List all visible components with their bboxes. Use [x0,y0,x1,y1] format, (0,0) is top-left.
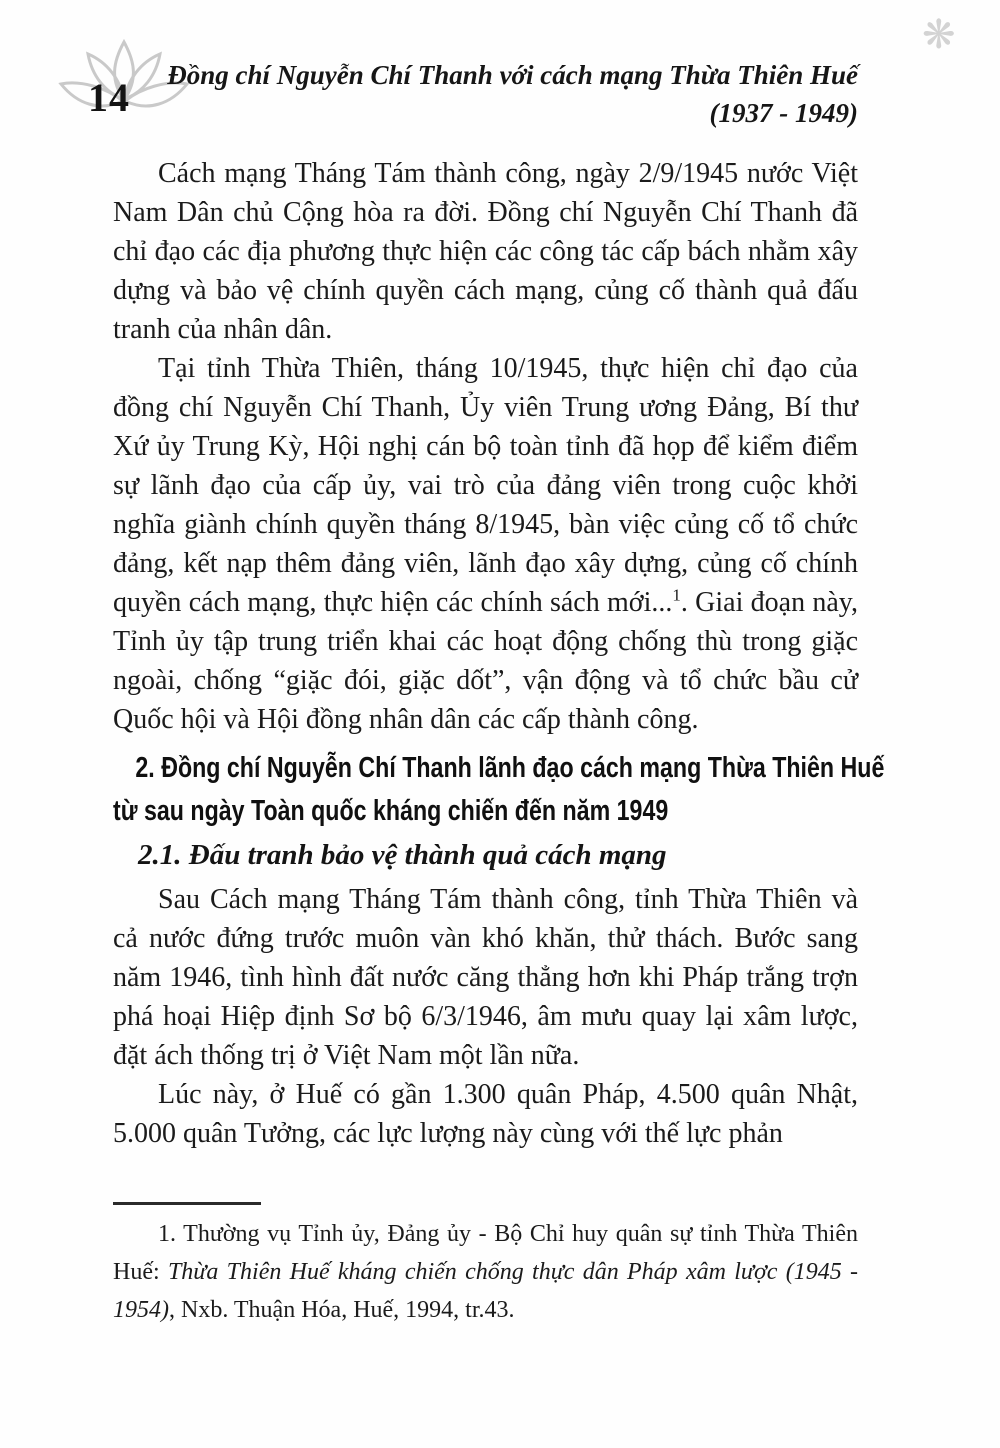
page-number: 14 [88,75,130,120]
paragraph-2 [113,349,858,739]
page-content [113,56,885,1153]
running-header-years: (1937 - 1949) [709,98,858,128]
running-header-title: Đồng chí Nguyễn Chí Thanh với cách mạng Thừa Thiên Huế [167,60,858,90]
flower-ornament-icon: ❋ [922,12,956,58]
footnote-1 [113,1215,858,1329]
section-heading-2-line-2: từ sau ngày Toàn quốc kháng chiến đến năm 1949 [113,795,669,827]
footnote-separator [113,1202,261,1205]
footnote-1-book-title: Thừa Thiên Huế kháng chiến chống thực dân Pháp xâm lược (1945 - 1954) [113,1259,859,1323]
section-heading-2 [113,747,885,833]
paragraph-1: Cách mạng Tháng Tám thành công, ngày 2/9/1945 nước Việt Nam Dân chủ Cộng hòa ra đời. Đồng chí Nguyễn Chí Thanh đã chỉ đạo các địa phương thực hiện các công tác cấp bách nhằm xây dựng và bảo vệ chính quyền cách mạng, củng cố thành quả đấu tranh của nhân dân. [113,158,858,345]
section-heading-2-1: 2.1. Đấu tranh bảo vệ thành quả cách mạng [138,839,667,871]
paragraph-2-text-pre: Tại tỉnh Thừa Thiên, tháng 10/1945, thực hiện chỉ đạo của đồng chí Nguyễn Chí Thanh, Ủy viên Trung ương Đảng, Bí thư Xứ ủy Trung Kỳ, Hội nghị cán bộ toàn tỉnh đã họp để kiểm điểm sự lãnh đạo của cấp ủy, vai trò của đảng viên trong cuộc khởi nghĩa giành chính quyền tháng 8/1945, bàn việc củng cố tổ chức đảng, kết nạp thêm đảng viên, lãnh đạo xây dựng, củng cố chính quyền cách mạng, thực hiện các chính sách mới... [113,353,858,618]
paragraph-2-text-post: . Giai đoạn này, Tỉnh ủy tập trung triển khai các hoạt động chống thù trong giặc ngoài, chống “giặc đói, giặc dốt”, vận động và tổ chức bầu cử Quốc hội và Hội đồng nhân dân các cấp thành công. [113,587,858,735]
footnote-reference-1: 1 [672,585,681,605]
footnote-area [113,1202,858,1329]
footnote-1-text-pre: 1. Thường vụ Tỉnh ủy, Đảng ủy - Bộ Chỉ huy quân sự tỉnh Thừa Thiên Huế: [113,1221,858,1285]
footnote-1-text-post: , Nxb. Thuận Hóa, Huế, 1994, tr.43. [169,1297,515,1323]
paragraph-4: Lúc này, ở Huế có gần 1.300 quân Pháp, 4.500 quân Nhật, 5.000 quân Tưởng, các lực lượng này cùng với thế lực phản [113,1079,858,1149]
section-heading-2-line-1: 2. Đồng chí Nguyễn Chí Thanh lãnh đạo cách mạng Thừa Thiên Huế [135,752,885,784]
running-header [113,56,858,132]
paragraph-3: Sau Cách mạng Tháng Tám thành công, tỉnh Thừa Thiên và cả nước đứng trước muôn vàn khó khăn, thử thách. Bước sang năm 1946, tình hình đất nước căng thẳng hơn khi Pháp trắng trợn phá hoại Hiệp định Sơ bộ 6/3/1946, âm mưu quay lại xâm lược, đặt ách thống trị ở Việt Nam một lần nữa. [113,884,858,1071]
